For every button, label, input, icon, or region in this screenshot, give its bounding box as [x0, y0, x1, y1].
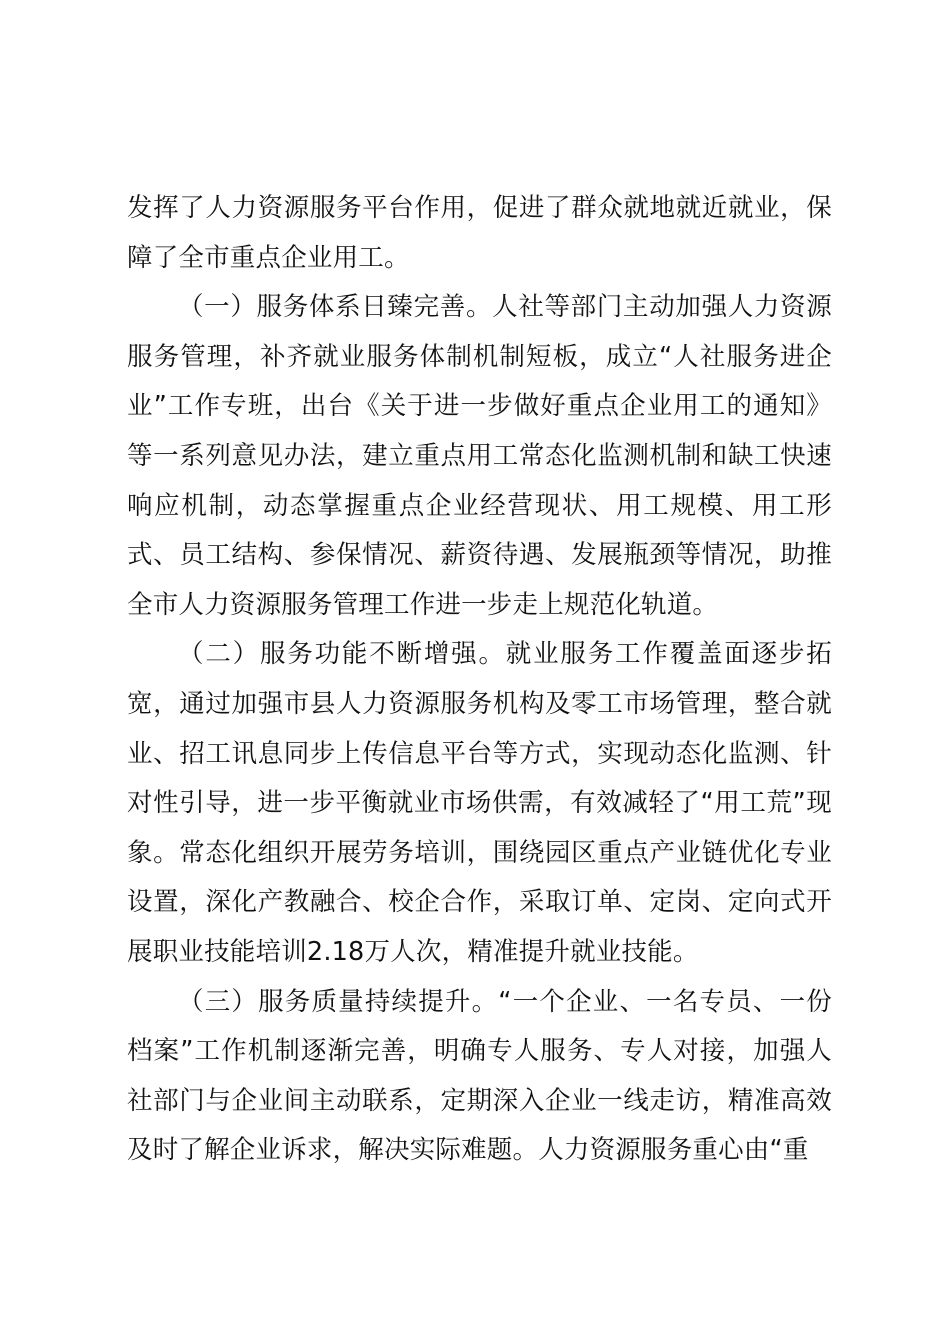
paragraph-service-system: （一）服务体系日臻完善。人社等部门主动加强人力资源服务管理，补齐就业服务体制机制短板，成立“人社服务进企业”工作专班，出台《关于进一步做好重点企业用工的通知》等一系列意见办法，建立重点用工常态化监测机制和缺工快速响应机制，动态掌握重点企业经营现状、用工规模、用工形式、员工结构、参保情况、薪资待遇、发展瓶颈等情况，助推全市人力资源服务管理工作进一步走上规范化轨道。	[127, 292, 832, 620]
paragraph-service-function: （二）服务功能不断增强。就业服务工作覆盖面逐步拓宽，通过加强市县人力资源服务机构及零工市场管理，整合就业、招工讯息同步上传信息平台等方式，实现动态化监测、针对性引导，进一步平衡就业市场供需，有效减轻了“用工荒”现象。常态化组织开展劳务培训，围绕园区重点产业链优化专业设置，深化产教融合、校企合作，采取订单、定岗、定向式开展职业技能培训2.18万人次，精准提升就业技能。	[127, 639, 832, 967]
paragraph-service-quality: （三）服务质量持续提升。“一个企业、一名专员、一份档案”工作机制逐渐完善，明确专人服务、专人对接，加强人社部门与企业间主动联系，定期深入企业一线走访，精准高效及时了解企业诉求，解决实际难题。人力资源服务重心由“重	[127, 986, 832, 1166]
paragraph-continuation: 发挥了人力资源服务平台作用，促进了群众就地就近就业，保障了全市重点企业用工。	[127, 193, 832, 273]
document-body	[127, 184, 832, 1176]
